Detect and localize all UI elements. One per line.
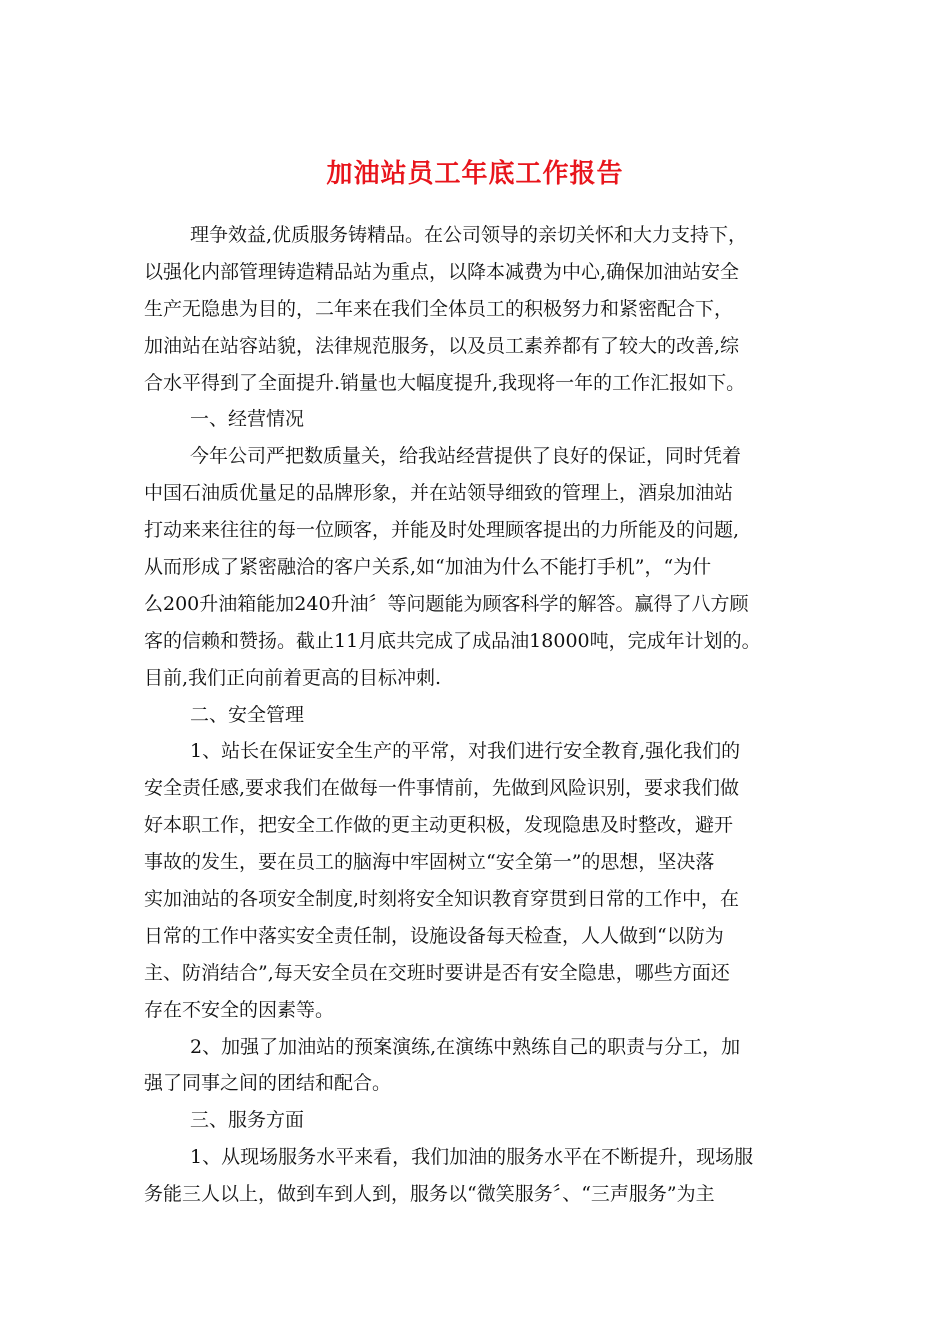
text-line: 1、站长在保证安全生产的平常，对我们进行安全教育,强化我们的 (190, 740, 741, 763)
text-line: 生产无隐患为目的，二年来在我们全体员工的积极努力和紧密配合下， (144, 297, 734, 320)
text-line: 三、服务方面 (190, 1109, 305, 1132)
text-line: 好本职工作，把安全工作做的更主动更积极，发现隐患及时整改，避开 (144, 814, 734, 837)
text-line: 从而形成了紧密融洽的客户关系,如“加油为什么不能打手机”，“为什 (144, 556, 712, 579)
text-line: 么200升油箱能加240升油〞等问题能为顾客科学的解答。赢得了八方顾 (144, 592, 749, 615)
text-line: 务能三人以上，做到车到人到，服务以“微笑服务〞、“三声服务”为主 (144, 1183, 715, 1206)
text-line: 加油站在站容站貌，法律规范服务，以及员工素养都有了较大的改善,综 (144, 334, 740, 357)
document-title: 加油站员工年底工作报告 (326, 159, 624, 189)
text-line: 以强化内部管理铸造精品站为重点，以降本减费为中心,确保加油站安全 (144, 260, 740, 283)
text-line: 2、加强了加油站的预案演练,在演练中熟练自己的职责与分工，加 (190, 1035, 741, 1058)
text-line: 强了同事之间的团结和配合。 (144, 1072, 392, 1095)
text-line: 打动来来往往的每一位顾客，并能及时处理顾客提出的力所能及的问题, (144, 519, 740, 542)
text-line: 日常的工作中落实安全责任制，设施设备每天检查，人人做到“以防为 (144, 924, 724, 947)
text-line: 合水平得到了全面提升.销量也大幅度提升,我现将一年的工作汇报如下。 (144, 371, 746, 394)
document-body (144, 217, 808, 1213)
text-line: 理争效益,优质服务铸精品。在公司领导的亲切关怀和大力支持下， (190, 224, 748, 246)
text-line: 二、安全管理 (190, 703, 305, 726)
text-line: 今年公司严把数质量关，给我站经营提供了良好的保证，同时凭着 (190, 445, 742, 468)
text-line: 1、从现场服务水平来看，我们加油的服务水平在不断提升，现场服 (190, 1146, 754, 1169)
text-line: 客的信赖和赞扬。截止11月底共完成了成品油18000吨，完成年计划的。 (144, 629, 761, 652)
text-line: 一、经营情况 (190, 408, 305, 431)
text-line: 实加油站的各项安全制度,时刻将安全知识教育穿贯到日常的工作中，在 (144, 888, 740, 911)
text-line: 存在不安全的因素等。 (144, 998, 335, 1021)
text-line: 中国石油质优量足的品牌形象，并在站领导细致的管理上，酒泉加油站 (144, 482, 734, 505)
text-line: 安全责任感,要求我们在做每一件事情前，先做到风险识别，要求我们做 (144, 777, 740, 800)
text-line: 目前,我们正向前着更高的目标冲刺. (144, 666, 442, 689)
text-line: 主、防消结合”,每天安全员在交班时要讲是否有安全隐患，哪些方面还 (144, 961, 730, 984)
text-line: 事故的发生，要在员工的脑海中牢固树立“安全第一”的思想，坚决落 (144, 851, 715, 874)
